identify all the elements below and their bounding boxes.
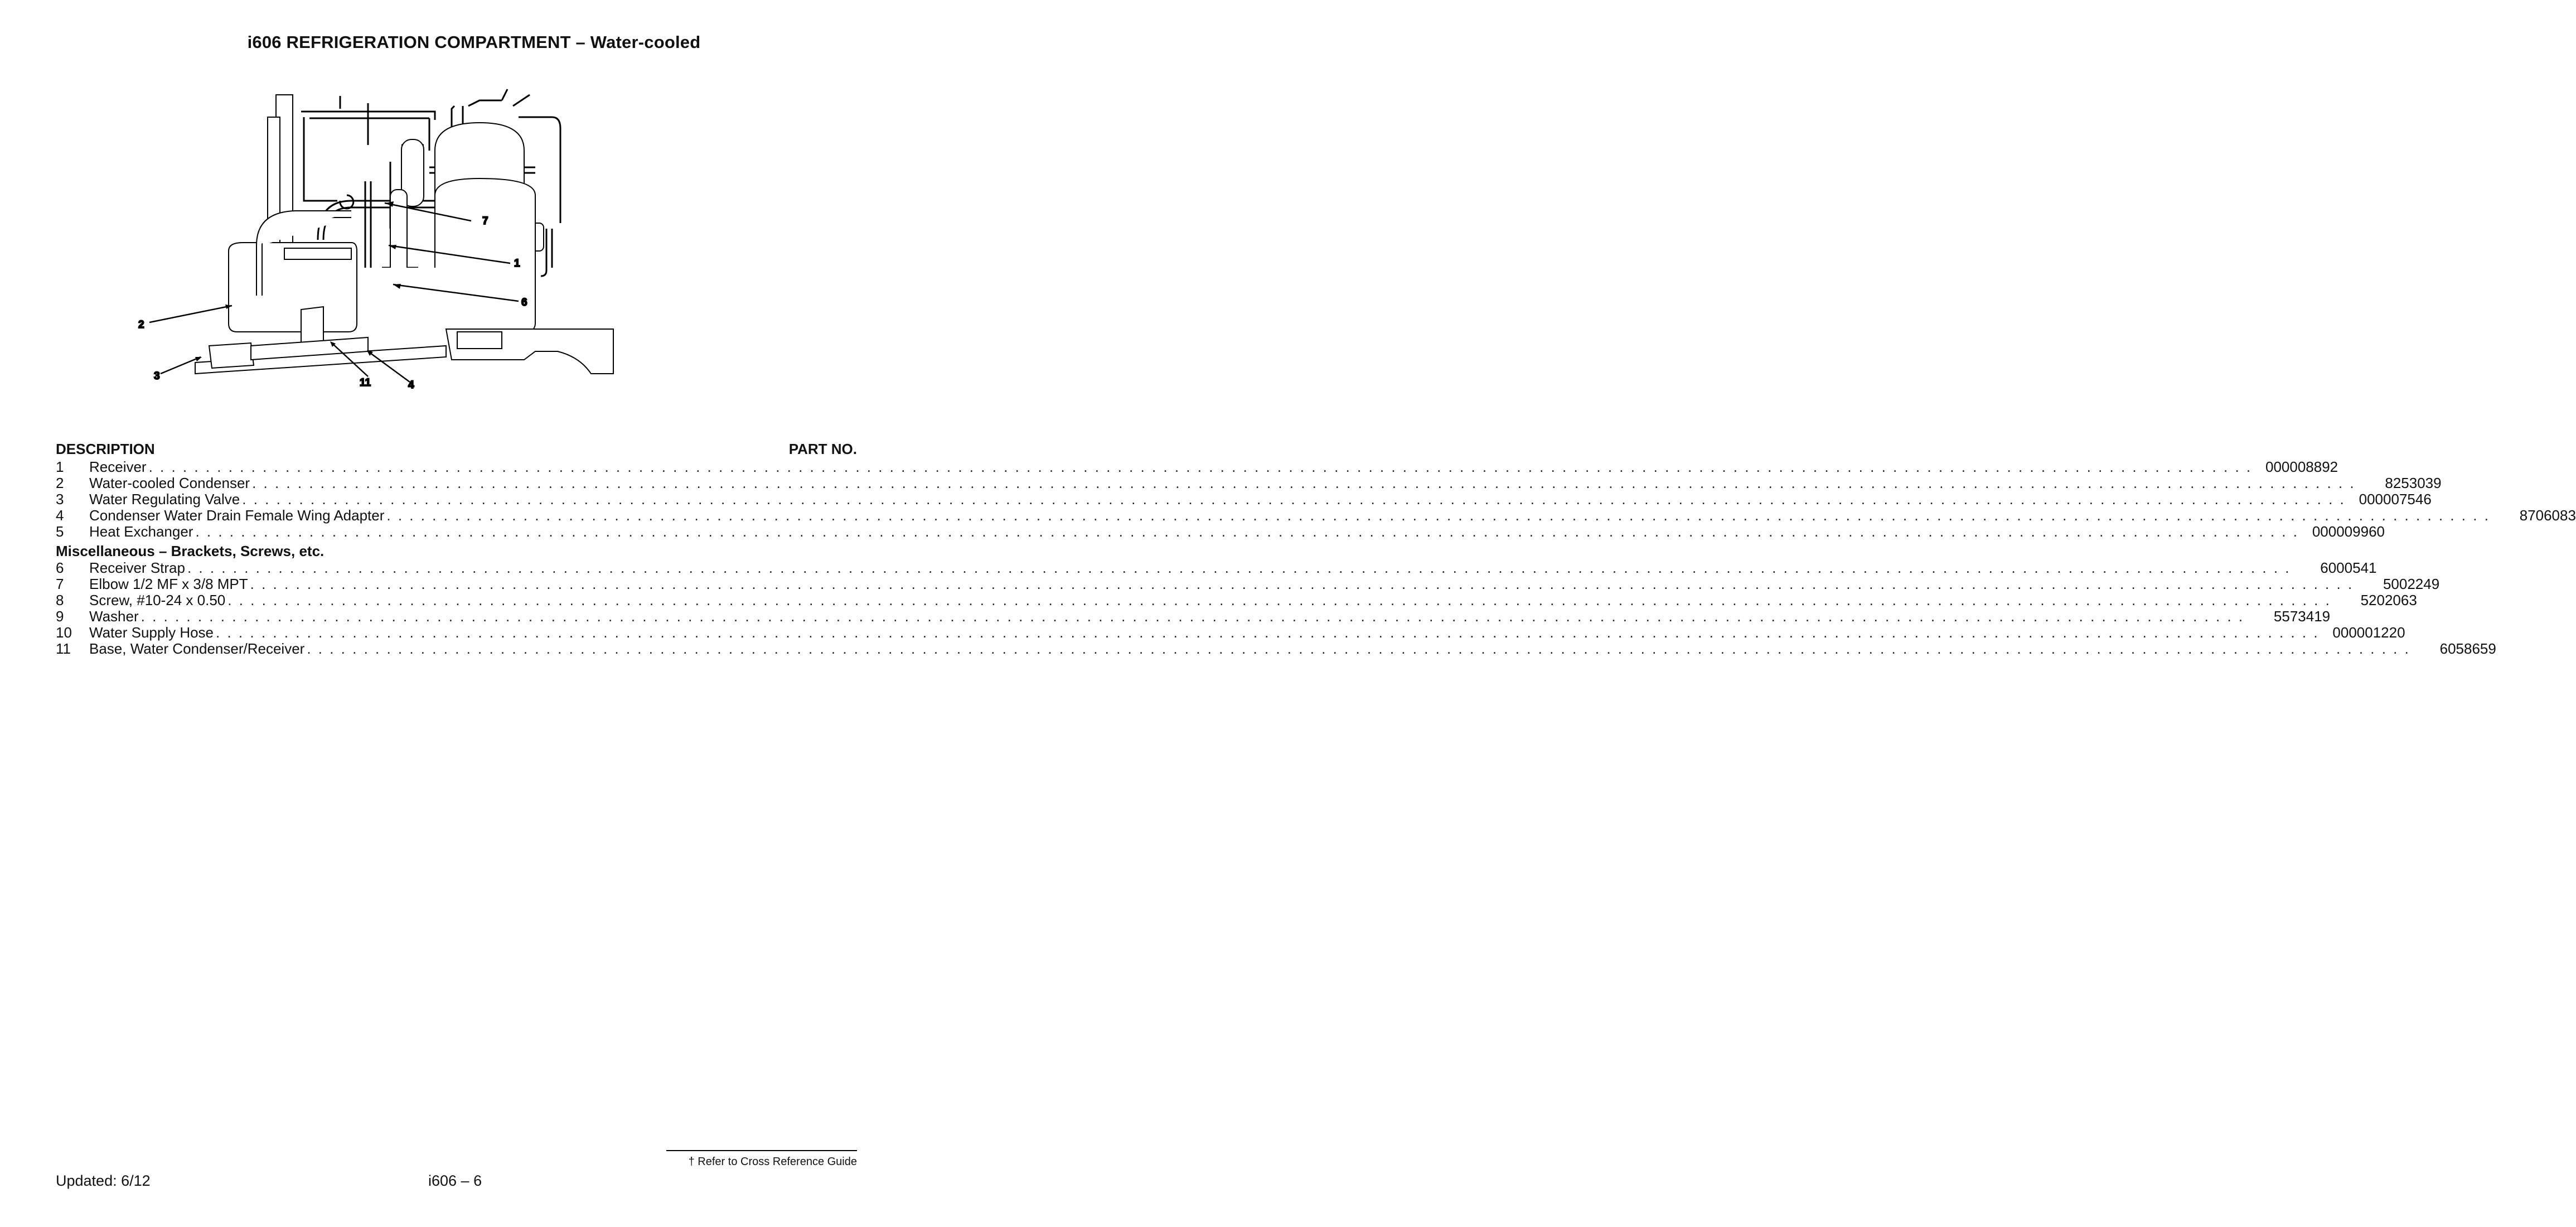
parts-row bbox=[56, 475, 2442, 491]
dot-leader bbox=[307, 640, 2410, 658]
dot-leader bbox=[252, 475, 2356, 492]
item-number: 11 bbox=[56, 640, 71, 657]
callout-7: 7 bbox=[482, 215, 488, 227]
item-description: Condenser Water Drain Female Wing Adapter bbox=[89, 507, 385, 524]
callout-4: 4 bbox=[408, 379, 414, 391]
item-description: Water-cooled Condenser bbox=[89, 475, 250, 491]
dot-leader bbox=[195, 523, 2299, 540]
item-description: Base, Water Condenser/Receiver bbox=[89, 640, 305, 657]
item-part-number: 8253039 bbox=[2385, 475, 2442, 491]
item-part-number: 000001220 bbox=[2332, 624, 2405, 641]
parts-row bbox=[56, 576, 2440, 592]
item-part-number: 6058659 bbox=[2439, 640, 2496, 657]
updated-date: Updated: 6/12 bbox=[56, 1172, 151, 1189]
item-part-number: 6000541 bbox=[2320, 559, 2377, 576]
parts-list-header bbox=[56, 441, 857, 458]
callout-2: 2 bbox=[138, 319, 144, 331]
item-description: Elbow 1/2 MF x 3/8 MPT bbox=[89, 576, 248, 592]
refrigeration-compartment-diagram bbox=[138, 84, 747, 429]
callout-1: 1 bbox=[514, 258, 520, 269]
callout-3: 3 bbox=[154, 370, 160, 382]
dot-leader bbox=[216, 624, 2320, 641]
callout-6: 6 bbox=[521, 297, 527, 308]
dot-leader bbox=[227, 592, 2331, 609]
callout-11: 11 bbox=[360, 377, 371, 389]
dot-leader bbox=[141, 608, 2245, 625]
item-number: 5 bbox=[56, 523, 64, 540]
item-description: Water Regulating Valve bbox=[89, 491, 240, 508]
item-description: Receiver bbox=[89, 458, 147, 475]
item-description: Screw, #10-24 x 0.50 bbox=[89, 592, 226, 608]
item-part-number: 5573419 bbox=[2273, 608, 2331, 625]
parts-row bbox=[56, 624, 2405, 641]
item-number: 7 bbox=[56, 576, 64, 592]
parts-list bbox=[56, 441, 2576, 657]
part-no-column-header: PART NO. bbox=[788, 441, 857, 457]
parts-row bbox=[56, 640, 2496, 657]
item-part-number: 8706083 bbox=[2519, 507, 2576, 524]
item-number: 8 bbox=[56, 592, 64, 608]
dot-leader bbox=[386, 507, 2490, 524]
item-part-number: 000007546 bbox=[2359, 491, 2432, 508]
parts-row bbox=[56, 559, 2377, 576]
item-description: Washer bbox=[89, 608, 139, 625]
parts-row bbox=[56, 491, 2432, 508]
item-number: 10 bbox=[56, 624, 72, 641]
page-number: i606 – 6 bbox=[428, 1172, 482, 1189]
dot-leader bbox=[242, 491, 2346, 508]
dot-leader bbox=[250, 576, 2354, 593]
item-part-number: 5202063 bbox=[2360, 592, 2417, 608]
item-number: 1 bbox=[56, 458, 64, 475]
parts-row bbox=[56, 523, 2385, 540]
parts-row bbox=[56, 608, 2331, 625]
item-number: 6 bbox=[56, 559, 64, 576]
item-number: 4 bbox=[56, 507, 64, 524]
parts-row bbox=[56, 592, 2417, 608]
footnote: † Refer to Cross Reference Guide bbox=[666, 1150, 857, 1168]
item-number: 9 bbox=[56, 608, 64, 625]
item-description: Water Supply Hose bbox=[89, 624, 214, 641]
water-cooled-condenser bbox=[229, 211, 357, 346]
page-title: i606 REFRIGERATION COMPARTMENT – Water-cooled bbox=[247, 32, 701, 52]
misc-section-header: Miscellaneous – Brackets, Screws, etc. bbox=[56, 543, 325, 559]
item-part-number: 000008892 bbox=[2265, 458, 2338, 475]
parts-row bbox=[56, 507, 2576, 524]
item-description: Receiver Strap bbox=[89, 559, 185, 576]
parts-row bbox=[56, 458, 2338, 475]
item-part-number: 000009960 bbox=[2312, 523, 2385, 540]
item-number: 3 bbox=[56, 491, 64, 508]
item-description: Heat Exchanger bbox=[89, 523, 193, 540]
item-number: 2 bbox=[56, 475, 64, 491]
dot-leader bbox=[149, 458, 2253, 476]
dot-leader bbox=[187, 559, 2291, 577]
item-part-number: 5002249 bbox=[2383, 576, 2440, 592]
description-column-header: DESCRIPTION bbox=[56, 441, 155, 457]
